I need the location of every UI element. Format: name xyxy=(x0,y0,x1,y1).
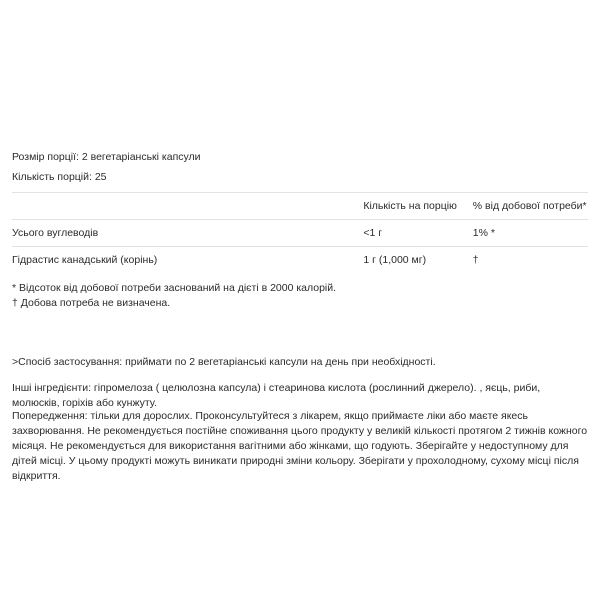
column-header-amount-per-serving: Кількість на порцію xyxy=(363,193,472,220)
nutrient-name: Гідрастис канадський (корінь) xyxy=(12,254,158,266)
supplement-facts-panel xyxy=(12,150,588,310)
nutrient-amount: <1 г xyxy=(363,220,472,247)
footnote-daily-value: * Відсоток від добової потреби заснований на дієті в 2000 калорій. xyxy=(12,282,337,294)
nutrient-daily-value: † xyxy=(472,254,479,266)
serving-size-text: Розмір порції: 2 вегетаріанські капсули xyxy=(12,151,201,163)
table-body xyxy=(12,220,588,274)
table-header xyxy=(12,193,588,220)
warning-text: Попередження: тільки для дорослих. Проконсультуйтеся з лікарем, якщо приймаєте ліки або маєте якесь захворювання. Не рекомендується постійне споживання цього продукту у великій кількості протягом 2 тижнів кожного місяця. Не рекомендується для використання вагітними або жінками, що годують. Зберігайте у недоступному для дітей місці. У цьому продукті можуть виникати природні зміни кольору. Зберігати у прохолодному, сухому місці після відкриття. xyxy=(12,409,588,482)
nutrient-daily-value: 1% * xyxy=(473,220,588,247)
table-header-row xyxy=(12,193,588,220)
servings-per-container-text: Кількість порцій: 25 xyxy=(12,171,107,183)
table-row xyxy=(12,247,588,274)
footnotes-block xyxy=(12,281,588,310)
other-ingredients-text: Інші інгредієнти: гіпромелоза ( целюлозна капсула) і стеаринова кислота (рослинний джерело). , яєць, риби, молюсків, горіхів або кунжуту. xyxy=(12,381,541,409)
directions-text: >Спосіб застосування: приймати по 2 вегетаріанські капсули на день при необхідності. xyxy=(12,355,436,368)
column-header-nutrient xyxy=(12,193,363,220)
table-row xyxy=(12,220,588,247)
supplement-facts-table xyxy=(12,192,588,273)
column-header-daily-value: % від добової потреби* xyxy=(473,193,588,220)
footnote-dagger: † Добова потреба не визначена. xyxy=(12,296,171,309)
nutrient-name: Усього вуглеводів xyxy=(12,220,363,247)
nutrient-amount: 1 г (1,000 мг) xyxy=(363,254,427,266)
